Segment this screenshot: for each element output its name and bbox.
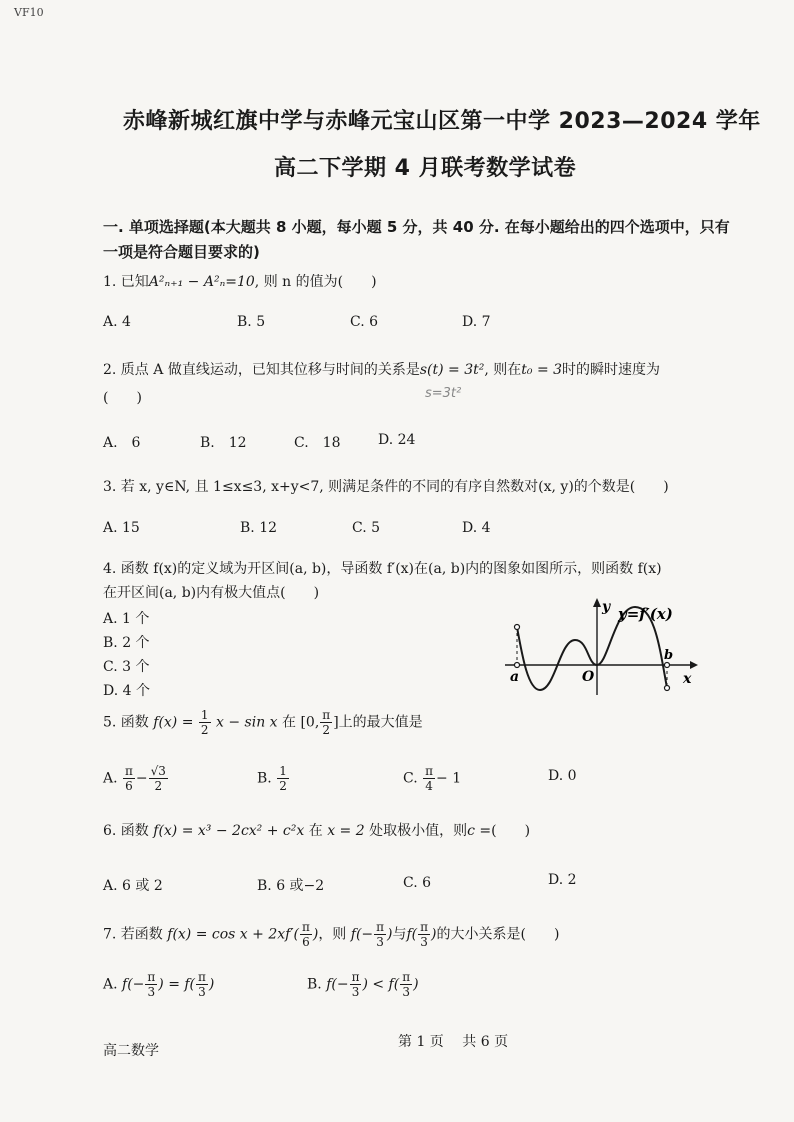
q7-opt-a-left: f(−: [122, 976, 145, 993]
q1-expression: A²ₙ₊₁ − A²ₙ=10: [148, 274, 255, 290]
q4-option-a[interactable]: A. 1 个: [103, 611, 150, 627]
open-point-a-axis: [515, 663, 520, 668]
graph-label-a: a: [510, 669, 520, 685]
q1-option-a[interactable]: A. 4: [103, 314, 131, 330]
q2-blank: ( ): [103, 390, 142, 406]
q7-opt-b-close: ): [413, 976, 419, 993]
q2-expression: s(t) = 3t²: [419, 362, 485, 378]
q2-option-c[interactable]: C. 18: [294, 435, 341, 451]
q7-frac: [300, 920, 312, 949]
graph-label-x: x: [683, 671, 692, 687]
q5-expr-left: f(x) =: [153, 714, 194, 731]
q3-option-d[interactable]: D. 4: [462, 520, 491, 536]
q5-opt-a-frac1-num: π: [125, 764, 133, 778]
q5-opt-c-num: π: [425, 764, 434, 778]
q2-mid: , 则在: [484, 362, 522, 378]
q7-compare2: f(: [406, 926, 418, 943]
q2-option-a[interactable]: A. 6: [103, 435, 141, 451]
q1-option-b[interactable]: B. 5: [237, 314, 266, 330]
q3-option-b[interactable]: B. 12: [240, 520, 278, 536]
q7-option-b[interactable]: [307, 970, 419, 999]
q2-suffix: 时的瞬时速度为: [562, 362, 661, 378]
q7-c2-den: 3: [420, 935, 428, 949]
q5-int-frac-num: π: [322, 708, 331, 722]
q6-option-d[interactable]: D. 2: [548, 872, 577, 888]
q7-opt-b-frac1-num: π: [351, 970, 360, 984]
q5-int-frac: [320, 708, 332, 737]
question-1: [103, 271, 377, 291]
question-6: [103, 820, 530, 840]
q7-c1-den: 3: [376, 935, 384, 949]
q5-frac-den: 2: [200, 723, 209, 737]
q1-option-d[interactable]: D. 7: [462, 314, 491, 330]
q5-opt-c-frac: [423, 764, 435, 793]
corner-mark: VF10: [14, 6, 44, 19]
q2-option-d[interactable]: D. 24: [378, 432, 416, 448]
graph-label-y: y: [602, 599, 611, 615]
section1-heading-line2: 一项是符合题目要求的): [103, 243, 260, 261]
q2-prefix: 2. 质点 A 做直线运动，已知其位移与时间的关系是: [103, 362, 420, 378]
q6-option-a[interactable]: A. 6 或 2: [103, 878, 163, 894]
q7-opt-a-label: A.: [103, 976, 118, 993]
q7-frac-num: π: [301, 920, 310, 934]
q5-frac-num: 1: [200, 708, 209, 722]
q7-frac-den: 6: [302, 935, 310, 949]
q7-prefix: 7. 若函数: [103, 926, 163, 943]
open-endpoint-b: [665, 686, 670, 691]
q7-suffix: 的大小关系是( ): [436, 926, 560, 943]
open-endpoint-a: [515, 625, 520, 630]
q5-opt-b-num: 1: [279, 764, 287, 778]
y-axis-arrow: [593, 598, 601, 607]
q7-c2-close: ): [431, 926, 437, 943]
q7-opt-b-frac1-den: 3: [351, 985, 360, 999]
footer-subject: 高二数学: [103, 1043, 159, 1059]
question-7: [103, 920, 559, 949]
q2-handwriting: s=3t²: [425, 386, 462, 401]
q5-opt-c-tail: − 1: [436, 770, 462, 787]
q4-option-c[interactable]: C. 3 个: [103, 659, 150, 675]
question-4-line1: 4. 函数 f(x)的定义域为开区间(a, b)，导函数 f′(x)在(a, b)内的图象如图所示，则函数 f(x): [103, 561, 662, 577]
q7-opt-b-frac2: [400, 970, 412, 999]
q5-opt-a-frac2-den: 2: [154, 779, 163, 793]
q1-prefix: 1. 已知: [103, 274, 149, 290]
exam-title-line2: 高二下学期 4 月联考数学试卷: [274, 156, 577, 181]
q6-suffix: 处取极小值，则: [369, 823, 468, 839]
q6-prefix: 6. 函数: [103, 823, 149, 839]
q7-opt-a-frac2-num: π: [198, 970, 206, 984]
q5-option-d[interactable]: D. 0: [548, 768, 577, 784]
q5-option-c[interactable]: [403, 764, 461, 793]
q7-mid1: ，则: [318, 926, 347, 943]
question-2: [103, 359, 660, 379]
x-axis-arrow: [690, 661, 698, 669]
q5-opt-c-den: 4: [425, 779, 433, 793]
q5-prefix: 5. 函数: [103, 714, 149, 731]
q7-opt-a-frac2-den: 3: [198, 985, 206, 999]
q7-c1-num: π: [376, 920, 385, 934]
q5-opt-b-label: B.: [257, 770, 272, 787]
q6-tail: ( ): [491, 823, 531, 839]
exam-title-line1: 赤峰新城红旗中学与赤峰元宝山区第一中学 2023—2024 学年: [123, 109, 761, 134]
q6-expression3: c =: [467, 823, 492, 839]
q7-compare1: f(−: [350, 926, 374, 943]
q7-c2-num: π: [420, 920, 429, 934]
q7-expr-close: ): [312, 926, 319, 943]
q7-c2-frac: [418, 920, 430, 949]
q7-opt-b-frac2-den: 3: [402, 985, 410, 999]
q5-expr-mid: x − sin x: [216, 714, 278, 731]
q3-option-a[interactable]: A. 15: [103, 520, 140, 536]
q1-suffix: , 则 n 的值为( ): [254, 274, 377, 290]
q5-frac: [199, 708, 211, 737]
q2-expression2: t₀ = 3: [521, 362, 563, 378]
q4-option-b[interactable]: B. 2 个: [103, 635, 150, 651]
footer-page-number: 第 1 页 共 6 页: [398, 1034, 509, 1050]
question-3: 3. 若 x, y∈N, 且 1≤x≤3, x+y<7, 则满足条件的不同的有序自然数对(x, y)的个数是( ): [103, 479, 669, 495]
q6-option-c[interactable]: C. 6: [403, 875, 432, 891]
q5-opt-a-label: A.: [103, 770, 118, 787]
q7-opt-a-frac1-den: 3: [147, 985, 156, 999]
q7-opt-b-label: B.: [307, 976, 322, 993]
q6-expression: f(x) = x³ − 2cx² + c²x: [153, 823, 305, 839]
q7-opt-a-close: ): [208, 976, 215, 993]
q5-option-a[interactable]: [103, 764, 169, 793]
q6-mid: 在: [308, 823, 323, 839]
q1-option-c[interactable]: C. 6: [350, 314, 379, 330]
q4-option-d[interactable]: D. 4 个: [103, 683, 150, 699]
question-4-line2: 在开区间(a, b)内有极大值点( ): [103, 585, 320, 601]
derivative-graph: [500, 595, 700, 700]
q5-opt-a-minus: −: [135, 770, 148, 787]
q7-opt-a-frac2: [196, 970, 208, 999]
q7-mid2: 与: [392, 926, 407, 943]
q5-opt-c-label: C.: [403, 770, 418, 787]
q7-expression: f(x) = cos x + 2xf′(: [167, 926, 299, 943]
q7-opt-a-frac1: [145, 970, 157, 999]
q3-option-c[interactable]: C. 5: [352, 520, 381, 536]
q7-opt-a-frac1-num: π: [147, 970, 156, 984]
q5-int-frac-den: 2: [322, 723, 331, 737]
open-point-b-axis: [665, 663, 670, 668]
graph-label-b: b: [664, 648, 674, 663]
q5-opt-b-den: 2: [279, 779, 287, 793]
q5-option-b[interactable]: [257, 764, 290, 793]
q7-option-a[interactable]: [103, 970, 214, 999]
q5-interval-post: ]上的最大值是: [333, 714, 423, 731]
graph-label-function: y=f′(x): [618, 605, 673, 623]
q7-opt-b-frac2-num: π: [402, 970, 411, 984]
q5-opt-a-frac2: [149, 764, 168, 793]
q7-opt-a-eq: ) = f(: [158, 976, 196, 993]
q7-c1-frac: [374, 920, 386, 949]
q5-opt-a-frac2-num: √3: [150, 764, 166, 778]
question-5: [103, 708, 423, 737]
q7-opt-b-left: f(−: [326, 976, 349, 993]
q5-opt-b-frac: [277, 764, 289, 793]
q7-c1-close: ): [387, 926, 393, 943]
q5-opt-a-frac1: [123, 764, 135, 793]
q7-opt-b-lt: ) < f(: [362, 976, 400, 993]
graph-label-origin: O: [582, 669, 595, 685]
q5-opt-a-frac1-den: 6: [125, 779, 133, 793]
q6-option-b[interactable]: B. 6 或−2: [257, 878, 325, 894]
q2-option-b[interactable]: B. 12: [200, 435, 247, 451]
q5-interval-pre: 在 [0,: [282, 714, 320, 731]
q6-expression2: x = 2: [327, 823, 365, 839]
q7-opt-b-frac1: [350, 970, 362, 999]
section1-heading-line1: 一. 单项选择题(本大题共 8 小题，每小题 5 分，共 40 分. 在每小题给出的四个选项中，只有: [103, 218, 730, 236]
